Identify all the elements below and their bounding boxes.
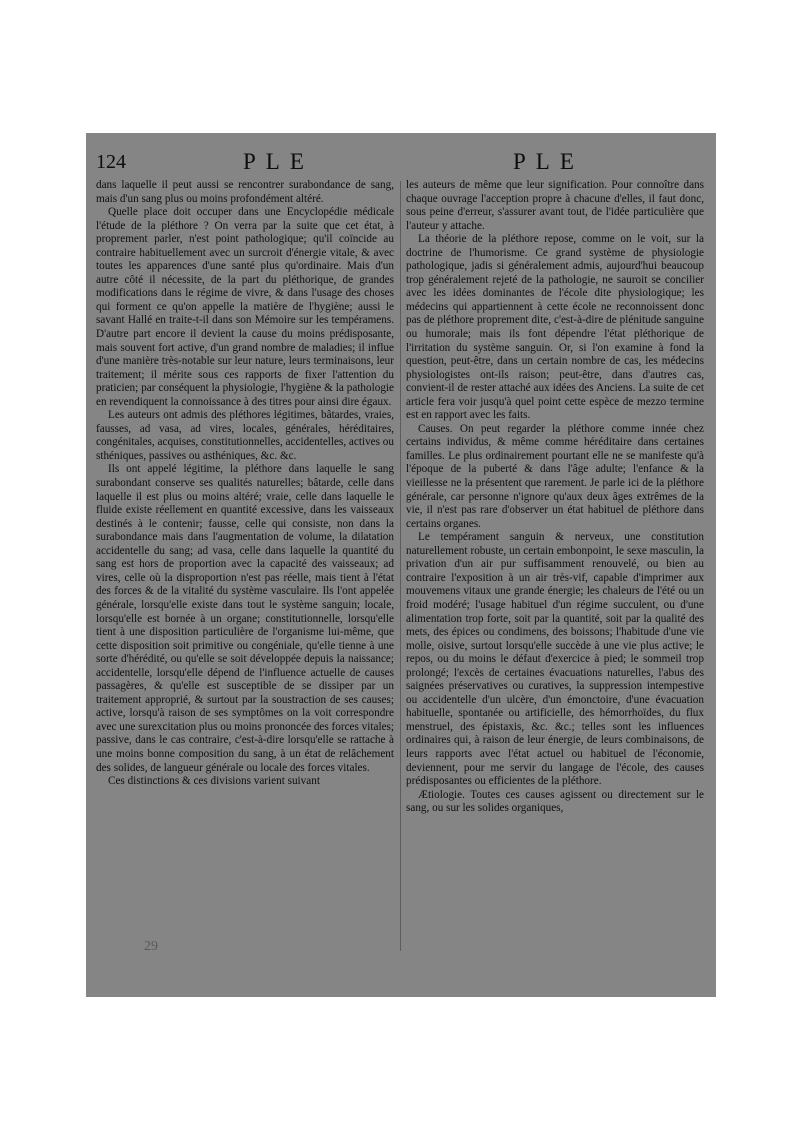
running-head-left: PLE — [243, 149, 314, 174]
page-number: 124 — [96, 151, 126, 173]
scanned-page — [86, 133, 716, 997]
page-header — [86, 151, 716, 179]
paragraph: Les auteurs ont admis des pléthores légitimes, bâtardes, vraies, fausses, ad vasa, ad vires, locales, générales, héréditaires, congénitales, acquises, constitutionnelles, accidentelles, actives ou sthéniques, passives ou asthéniques, &c. &c. — [96, 409, 394, 462]
paragraph: les auteurs de même que leur signification. Pour connoître dans chaque ouvrage l'acception propre à chacune d'elles, il faut donc, sous peine d'erreur, s'assurer avant tout, de l'idée particulière que l'auteur y attache. — [406, 179, 704, 232]
column-divider — [400, 181, 401, 951]
paragraph: Causes. On peut regarder la pléthore comme innée chez certains individus, & même comme héréditaire dans certaines familles. Le plus ordinairement pourtant elle ne se manifeste qu'à l'époque de la puberté & dans l'âge adulte; l'enfance & la vieillesse ne la présentent que rarement. Je parle ici de la pléthore générale, car personne n'ignore qu'aux deux âges extrêmes de la vie, il n'est pas rare d'observer un état habituel de pléthore dans certains organes. — [406, 422, 704, 530]
paragraph: Quelle place doit occuper dans une Encyclopédie médicale l'étude de la pléthore ? On verra par la suite que cet état, à proprement parler, n'est point pathologique; qu'il coïncide au contraire habituellement avec un surcroit d'énergie vitale, & avec toutes les apparences d'une santé plus qu'ordinaire. Mais d'un autre côté il nécessite, de la part du pléthorique, de grandes modifications dans le régime de vivre, & dans l'usage des choses qui forment ce qu'on appelle la matière de l'hygiène; aussi le savant Hallé en traite-t-il dans son Mémoire sur les tempéramens. D'autre part encore il devient la cause du moins prédisposante, mais souvent fort active, d'un grand nombre de maladies; il influe d'une manière très-notable sur leur nature, leurs terminaisons, leur traitement; il mérite sous ces rapports de fixer l'attention du praticien; par conséquent la physiologie, l'hygiène & la pathologie en revendiquent la connoissance à des titres pour ainsi dire égaux. — [96, 206, 394, 408]
paragraph: Ces distinctions & ces divisions varient suivant — [108, 775, 320, 788]
paragraph: La théorie de la pléthore repose, comme on le voit, sur la doctrine de l'humorisme. Ce grand système de physiologie pathologique, jadis si généralement admis, aujourd'hui beaucoup trop généralement rejeté de la pathologie, ne sauroit se concilier avec les idées dominantes de l'école dite physiologique; les médecins qui appartiennent à cette école ne reconnoissent donc pas de pléthore proprement dite, c'est-à-dire de plénitude sanguine ou humorale; mais ils font dépendre l'état pléthorique de l'irritation du système sanguin. Or, si l'on examine à fond la question, peut-être, dans un certain nombre de cas, les médecins physiologistes ont-ils raison; peut-être, dans d'autres cas, convient-il de rester attaché aux idées des Anciens. La suite de cet article fera voir jusqu'à quel point cette espèce de mezzo termine est en rapport avec les faits. — [406, 233, 704, 422]
signature-mark: 29 — [144, 939, 158, 954]
left-column — [96, 179, 394, 789]
right-column — [406, 179, 704, 816]
paragraph: Le tempérament sanguin & nerveux, une constitution naturellement robuste, un certain embonpoint, le sexe masculin, la privation d'un air pur suffisamment renouvelé, ou bien au contraire l'exposition à un air très-vif, capable d'imprimer aux mouvemens vitaux une grande énergie; les chaleurs de l'été ou un froid modéré; l'usage habituel d'un régime succulent, ou d'une alimentation trop forte, soit par la quantité, soit par la qualité des mets, des épices ou condimens, des boissons; l'habitude d'une vie molle, oisive, surtout lorsqu'elle succède à une vie plus active; le repos, ou du moins le défaut d'exercice à pied; le sommeil trop prolongé; l'excès de certaines évacuations naturelles, l'abus des saignées préservatives ou curatives, la suppression intempestive ou accidentelle d'un ulcère, d'un émonctoire, d'une évacuation habituelle, spontanée ou artificielle, des hémorrhoïdes, du flux menstruel, des épistaxis, &c. &c.; telles sont les influences ordinaires qui, à raison de leur énergie, de leurs combinaisons, de leurs rapports avec l'état actuel ou habituel de l'économie, deviennent, pour me servir du langage de l'école, des causes prédisposantes ou efficientes de la pléthore. — [406, 531, 704, 788]
paragraph: Ætiologie. Toutes ces causes agissent ou directement sur le sang, ou sur les solides organiques, — [406, 788, 704, 815]
running-head-right: PLE — [513, 149, 584, 174]
paragraph: dans laquelle il peut aussi se rencontrer surabondance de sang, mais d'un sang plus ou moins profondément altéré. — [96, 179, 394, 205]
paragraph: Ils ont appelé légitime, la pléthore dans laquelle le sang surabondant conserve ses qualités naturelles; bâtarde, celle dans laquelle il est plus ou moins altéré; vraie, celle dans laquelle le fluide existe réellement en quantité excessive, dans les vaisseaux destinés à le contenir; fausse, celle qui consiste, non dans la surabondance mais dans l'augmentation de volume, la dilatation accidentelle du sang; ad vasa, celle dans laquelle la quantité du sang est hors de proportion avec la capacité des vaisseaux; ad vires, celle où la disproportion n'est pas réelle, mais tient à l'état des forces & de la vitalité du système vasculaire. Ils l'ont appelée générale, lorsqu'elle existe dans tout le système sanguin; locale, lorsqu'elle est bornée à un organe; constitutionnelle, lorsqu'elle tient à une disposition particulière de l'organisme lui-même, que cette disposition soit primitive ou congéniale, qu'elle tienne à une sorte d'hérédité, ou qu'elle se soit développée depuis la naissance; accidentelle, lorsqu'elle dépend de l'influence actuelle de causes passagères, & qu'elle est susceptible de se dissiper par un traitement approprié, & surtout par la soustraction de ses causes; active, lorsqu'à raison de ses symptômes on la voit correspondre avec une surexcitation plus ou moins prononcée des forces vitales; passive, dans le cas contraire, c'est-à-dire lorsqu'elle se rattache à une moins bonne composition du sang, à un état de relâchement des solides, de langueur générale ou locale des forces vitales. — [96, 463, 394, 774]
